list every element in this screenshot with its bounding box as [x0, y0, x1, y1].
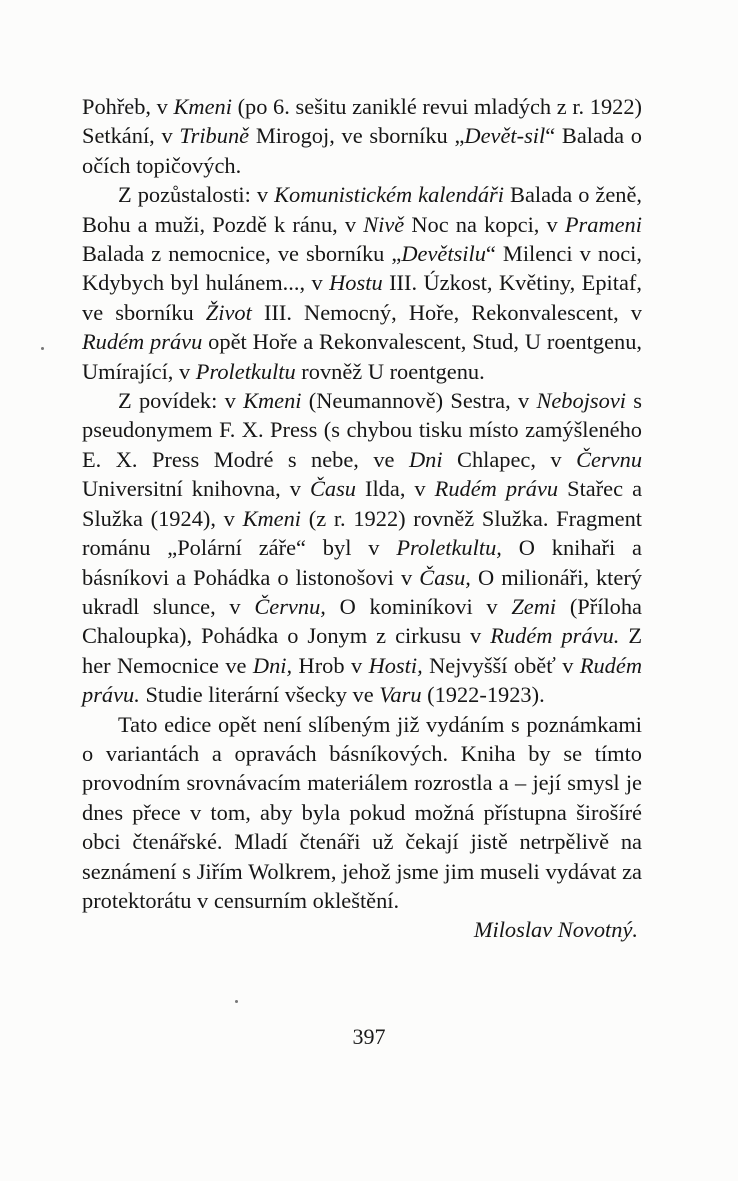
italic-title: Komunistickém kalendáři — [274, 182, 504, 208]
text-run: (z r. 1922) rovněž Služka. Fragment románu „Polární záře“ byl v — [82, 505, 642, 561]
italic-title: Kmeni — [243, 388, 302, 414]
italic-title: Proletkultu — [195, 358, 296, 384]
paragraph — [82, 386, 642, 709]
paragraph — [82, 180, 642, 386]
text-run: Z pozůstalosti: v — [118, 182, 275, 208]
text-run: Stařec a Služka (1924), v — [82, 476, 643, 531]
italic-title: Devět-sil — [464, 123, 546, 149]
text-run: Z her Nemocnice ve — [82, 623, 642, 678]
text-run: opět Hoře a Rekonvalescent, Stud, U roentgenu, Umírající, v — [82, 329, 642, 384]
body-text — [82, 92, 642, 945]
text-run: Nejvyšší oběť v — [422, 652, 580, 678]
text-run: O milionáři, který ukradl slunce, v — [82, 564, 642, 619]
speck — [41, 347, 44, 350]
italic-title: Červnu — [576, 446, 643, 472]
italic-title: Nivě — [363, 211, 405, 237]
italic-title: Rudém právu. — [490, 623, 620, 649]
italic-title: Kmeni — [242, 505, 302, 531]
text-run: III. Nemocný, Hoře, Rekonvalescent, v — [251, 299, 642, 325]
italic-title: Hosti, — [368, 652, 423, 678]
text-run: Ilda, v — [355, 476, 435, 502]
text-run: Z povídek: v — [118, 388, 244, 414]
italic-title: Prameni — [564, 211, 642, 237]
italic-title: Nebojsovi — [536, 388, 626, 414]
italic-title: Času — [309, 476, 356, 502]
italic-title: Rudém právu — [434, 476, 559, 502]
text-run: Pohřeb, v — [82, 94, 174, 119]
italic-title: Život — [205, 299, 252, 325]
speck — [235, 1000, 238, 1003]
paragraph — [82, 710, 642, 945]
paragraph — [82, 92, 642, 180]
italic-title: Rudém právu. — [82, 652, 642, 708]
italic-title: Tribuně — [179, 123, 250, 149]
author-signature: Miloslav Novotný. — [473, 917, 638, 943]
italic-title: Dni, — [252, 652, 293, 678]
italic-title: Hostu — [329, 270, 383, 296]
text-run: (po 6. sešitu zaniklé revui mladých z r. 1922) Setkání, v — [82, 94, 642, 149]
italic-title: Zemi — [511, 593, 557, 619]
text-run: III. Úzkost, Květiny, Epitaf, ve sborníku — [82, 270, 642, 325]
text-run: Mirogoj, ve sborníku „ — [249, 123, 465, 149]
text-run: “ Milenci v noci, Kdybych byl hulánem..., v — [82, 241, 642, 296]
text-run: Balada o ženě, Bohu a muži, Pozdě k ránu, v — [82, 182, 643, 237]
text-run: Balada z nemocnice, ve sborníku „ — [82, 241, 402, 267]
text-run: Hrob v — [292, 652, 369, 678]
text-run: s pseudonymem F. X. Press (s chybou tisku místo zamýšleného E. X. Press Modré s nebe, ve — [82, 388, 642, 472]
text-run: Universitní knihovna, v — [82, 476, 310, 502]
italic-title: Dni — [408, 446, 443, 472]
text-run: O kominíkovi v — [325, 593, 512, 619]
text-run: (1922-1923). — [421, 682, 545, 708]
text-run: O knihaři a básníkovi a Pohádka o listonošovi v — [82, 535, 642, 590]
text-run: “ Balada o očích topičových. — [82, 123, 642, 178]
text-run: Tato edice opět není slíbeným již vydáním s poznámkami o variantách a opravách básníkových. Kniha by se tímto provodním srovnávacím materiálem rozrostla a – její smysl je dnes přece v tom, aby byla pokud možná přístupna širošíré obci čtenářské. Mladí čtenáři už čekají jistě netrpělivě na seznámení s Jiřím Wolkrem, jehož jsme jim museli vydávat za protektorátu v censurním okleštění. — [82, 711, 642, 913]
text-run: Chlapec, v — [442, 446, 577, 472]
text-run: (Příloha Chaloupka), Pohádka o Jonym z cirkusu v — [82, 593, 642, 649]
text-run: Noc na kopci, v — [404, 211, 565, 237]
italic-title: Proletkultu, — [396, 535, 502, 561]
italic-title: Kmeni — [173, 94, 232, 119]
page-number: 397 — [352, 1024, 386, 1049]
italic-title: Červnu, — [254, 593, 326, 619]
text-run: rovněž U roentgenu. — [295, 358, 485, 384]
italic-title: Času, — [419, 564, 471, 590]
italic-title: Devětsilu — [401, 241, 486, 267]
text-run: Studie literární všecky ve — [139, 682, 380, 708]
italic-title: Varu — [379, 682, 422, 708]
text-run: (Neumannově) Sestra, v — [301, 388, 537, 414]
italic-title: Rudém právu — [82, 329, 203, 355]
